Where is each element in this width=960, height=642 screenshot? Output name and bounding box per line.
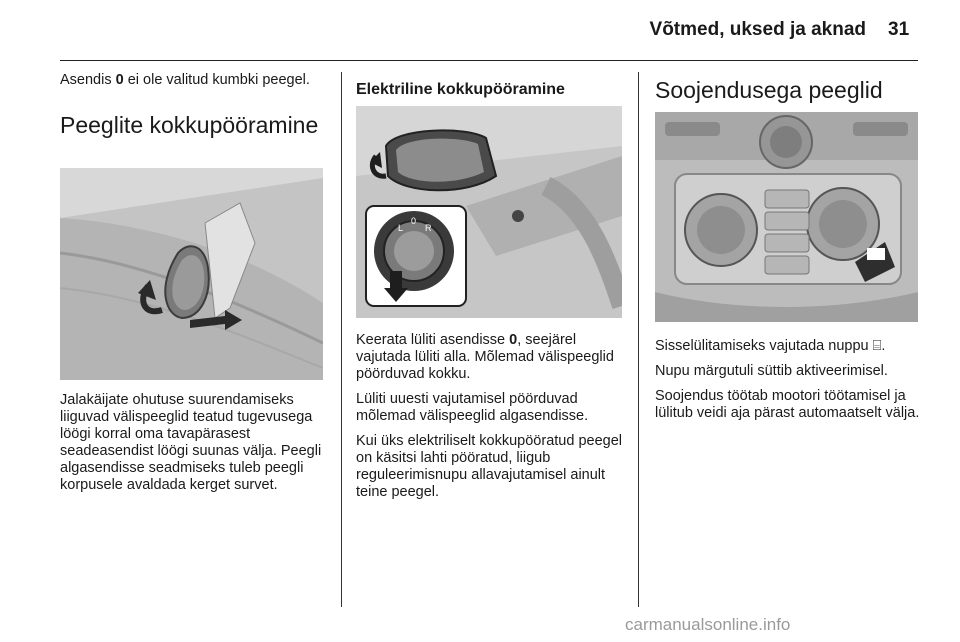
heater-button-icon: ⌸ xyxy=(872,338,882,354)
heater-activation-paragraph: Sisselülitamiseks vajutada nuppu ⌸. xyxy=(655,338,886,354)
column-middle xyxy=(356,72,626,100)
illustration-heated-mirror-panel xyxy=(655,112,918,322)
indicator-light-paragraph: Nupu märgutuli süttib aktiveerimisel. xyxy=(655,363,888,379)
section-heading-mirror-folding: Peeglite kokkupööramine xyxy=(60,112,319,138)
section-heading-heated-mirrors: Soojendusega peeglid xyxy=(655,77,883,103)
switch-label-r: R xyxy=(425,223,432,233)
switch-label-0: 0 xyxy=(411,216,417,226)
unfold-paragraph: Lüliti uuesti vajutamisel pöörduvad mõlemad välispeeglid algasendisse. xyxy=(356,391,589,424)
page-number: 31 xyxy=(888,19,910,40)
column-left xyxy=(60,72,328,139)
intro-paragraph: Asendis 0 ei ole valitud kumbki peegel. xyxy=(60,72,310,88)
watermark: carmanualsonline.info xyxy=(625,615,791,634)
illustration-manual-mirror-fold xyxy=(60,168,323,380)
column-left-body xyxy=(60,392,328,502)
header-rule xyxy=(60,60,918,61)
mirror-safety-paragraph: Jalakäijate ohutuse suurendamiseks liiguvad välispeeglid teatud tugevusega löögi korral oma tavapärasest seadeasendist löögi suunas välja. Peegli algasendisse seadmiseks tuleb peegli korpusele avaldada kerget survet. xyxy=(60,392,322,493)
section-heading-electric-folding: Elektriline kokkupööramine xyxy=(356,81,565,98)
column-right-body xyxy=(655,338,923,430)
single-mirror-paragraph: Kui üks elektriliselt kokkupööratud peegel on käsitsi lahti pööratud, liigub reguleerimisnupu allavajutamisel ainult teine peegel. xyxy=(356,433,622,500)
column-divider xyxy=(638,72,639,607)
column-right xyxy=(655,72,923,104)
column-divider xyxy=(341,72,342,607)
column-middle-body xyxy=(356,332,626,509)
switch-label-l: L xyxy=(398,223,404,233)
heater-auto-off-paragraph: Soojendus töötab mootori töötamisel ja lülitub veidi aja pärast automaatselt välja. xyxy=(655,388,920,421)
page-header-title: Võtmed, uksed ja aknad xyxy=(649,19,866,40)
fold-instruction-paragraph: Keerata lüliti asendisse 0, seejärel vajutada lüliti alla. Mõlemad välispeeglid pöörduvad kokku. xyxy=(356,332,614,382)
illustration-electric-mirror-switch xyxy=(356,106,622,318)
